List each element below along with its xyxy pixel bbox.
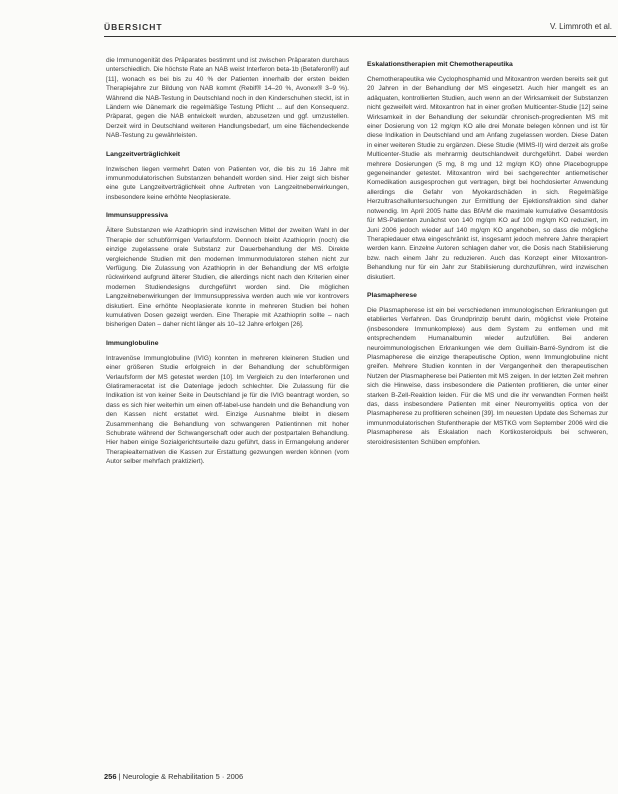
section-heading-longterm: Langzeitverträglichkeit xyxy=(106,150,181,158)
page-footer xyxy=(104,772,243,781)
left-column xyxy=(106,56,349,476)
page-header xyxy=(104,22,616,36)
section-heading-plasmapheresis: Plasmapherese xyxy=(367,291,417,299)
paragraph: Inzwischen liegen vermehrt Daten von Patienten vor, die bis zu 16 Jahre mit immunmodulatorischen Substanzen behandelt worden sind. Hier zeigt sich bisher eine gute Langzeitverträglichkeit ohne Auftreten von Langzeitnebenwirkungen, insbesondere keine erhöhte Neoplasierate. xyxy=(106,165,349,201)
section-heading-immunoglobulins: Immunglobuline xyxy=(106,339,159,347)
right-column xyxy=(367,58,608,456)
paragraph: Die Plasmapherese ist ein bei verschiedenen immunologischen Erkrankungen gut etabliertes Verfahren. Das Grundprinzip beruht darin, möglichst viele Proteine (insbesondere Immunkomplexe) aus dem System zu entfernen und mit entsprechendem Humanalbumin wieder aufzufüllen. Bei anderen neuroimmunologischen Erkrankungen wie dem Guillain-Barré-Syndrom ist die Plasmapherese die einzige therapeutische Option, wenn Immunglobuline nicht greifen. Mehrere Studien konnten in der Vergangenheit den therapeutischen Nutzen der Plasmapherese bei Patienten mit MS zeigen. In der letzten Zeit mehren sich die Hinweise, dass insbesondere die Patienten profitieren, die unter einer starken B-Zell-Reaktion leiden. Für die MS und die ihr verwandten Formen heißt das, dass insbesondere Patienten mit einer Neuromyelitis optica von der Plasmapherese zu profitieren scheinen [39]. Im neuesten Update des Schemas zur immunmodulatorischen Stufentherapie der MSTKG vom September 2006 wird die Plasmapherese als Eskalation nach Kortikosteroidpuls bei schweren, steroidresistenten Schüben empfohlen. xyxy=(367,306,608,446)
section-kicker: ÜBERSICHT xyxy=(104,22,163,32)
paragraph: Chemotherapeutika wie Cyclophosphamid und Mitoxantron werden bereits seit gut 20 Jahren in der Behandlung der MS eingesetzt. Auch hier mangelt es an adäquaten, kontrollierten Studien, auch wenn an der Wirksamkeit der Substanzen nicht gezweifelt wird. Mitoxantron hat in einer großen Multicenter-Studie [12] seine Wirksamkeit in der Behandlung der sekundär chronisch-progredienten MS mit einer Dosierung von 12 mg/qm KO alle drei Monate belegen können und ist für diese Indikation in Deutschland und am Anfang zugelassen worden. Diese Daten in einer weiteren Studie zu ergänzen. Diese Studie (MIMS-II) wird derzeit als große Multicenter-Studie als mehrarmig deutschlandweit durchgeführt. Dabei werden mehrere Dosierungen (5 mg, 8 mg und 12 mg/qm KO) ohne Placebogruppe gegeneinander getestet. Mitoxantron wird bei sachgerechter antiemetischer Komedikation ausgesprochen gut vertragen, birgt bei hochdosierter Anwendung allerdings die Gefahr von Myokardschäden in sich. Regelmäßige Herzultraschalluntersuchungen zur Ermittlung der Ejektionsfraktion sind daher notwendig. Im April 2005 hatte das BfArM die maximale kumulative Gesamtdosis für MS-Patienten zunächst von 140 mg/qm KO auf 100 mg/qm KO reduziert, im Juni 2006 jedoch wieder auf 140 mg/qm KO angehoben, so dass die mögliche Therapiedauer etwa eingeschränkt ist, insgesamt jedoch mehrere Jahre therapiert werden kann. Einzelne Autoren schlagen daher vor, die Dosis nach Stabilisierung bzw. nach einem Jahr zu reduzieren. Auch das Konzept einer Mitoxantron-Behandlung nur für ein Jahr zur Stabilisierung durchzuführen, wird inzwischen diskutiert. xyxy=(367,76,608,281)
journal-name: Neurologie & Rehabilitation 5 · 2006 xyxy=(122,772,244,781)
paragraph: Intravenöse Immunglobuline (IVIG) konnten in mehreren kleineren Studien und einer größeren Studie erfolgreich in der Behandlung der schubförmigen Verlaufsform der MS getestet werden [10]. Im Vergleich zu den Interferonen und Glatirameracetat ist die Datenlage jedoch schlechter. Die Zulassung für die Indikation ist von keiner Seite in Deutschland je für die IVIG beantragt worden, so dass es sich hier weiterhin um einen off-label-use handeln und die Behandlung von den Kassen nicht erstattet wird. Einzige Ausnahme bleibt in diesem Zusammenhang die Behandlung von schwangeren Patientinnen mit hoher Schubrate während der Schwangerschaft oder auch der postpartalen Behandlung. Hier haben einige Sozialgerichtsurteile dazu geführt, dass in Ermangelung anderer Therapiealternativen die Kassen zur Erstattung gezwungen werden können (vom Autor selber mehrfach praktiziert). xyxy=(106,354,349,466)
header-rule xyxy=(104,36,616,37)
paragraph: Ältere Substanzen wie Azathioprin sind inzwischen Mittel der zweiten Wahl in der Therapie der schubförmigen Verlaufsform. Dennoch bleibt Azathioprin (noch) die einzige zugelassene orale Substanz zur Dauerbehandlung der MS. Direkte vergleichende Studien mit den modernen Immunmodulatoren stehen nicht zur Verfügung. Die Zulassung von Azathioprin in der Behandlung der MS erfolgte rückwirkend aufgrund älterer Studien, die allerdings nicht nach den Kriterien einer modernen Studiendesigns durchgeführt worden sind. Die möglichen Langzeitnebenwirkungen der Immunsuppressiva werden auch wie vor kontrovers diskutiert. Eine erhöhte Neoplasierate konnte in mehreren Studien bei hohen kumulativen Dosen gezeigt werden. Eine Therapie mit Azathioprin sollte – nach bisherigen Daten – daher nicht länger als 10–12 Jahre erfolgen [26]. xyxy=(106,227,349,329)
page-number: 256 xyxy=(104,772,117,781)
paragraph: die Immunogenität des Präparates bestimmt und ist zwischen Präparaten durchaus unterschiedlich. Die höchste Rate an NAB weist Interferon beta-1b (Betaferon®) auf [11], wonach es bei bis zu 40 % der Patienten innerhalb der ersten beiden Therapiejahre zur Bildung von NAB kommt (Rebif® 14–20 %, Avonex® 3–9 %). Während die NAB-Testung in Deutschland noch in den Kinderschuhen steckt, ist in Ländern wie Dänemark die regelmäßige Testung Pflicht ... auf den Konsequenz. Präparat, gegen die NAB entwickelt wurden, abzusetzen und ggf. umzustellen. Derzeit wird in Deutschland weiteren Handlungsbedarf, um eine flächendeckende NAB-Testung zu gewährleisten. xyxy=(106,57,349,140)
section-heading-immunosuppressants: Immunsuppressiva xyxy=(106,212,168,220)
footer-separator: | xyxy=(118,772,121,781)
section-heading-chemotherapy: Eskalationstherapien mit Chemotherapeutika xyxy=(367,61,513,68)
author-line: V. Limmroth et al. xyxy=(550,22,612,31)
